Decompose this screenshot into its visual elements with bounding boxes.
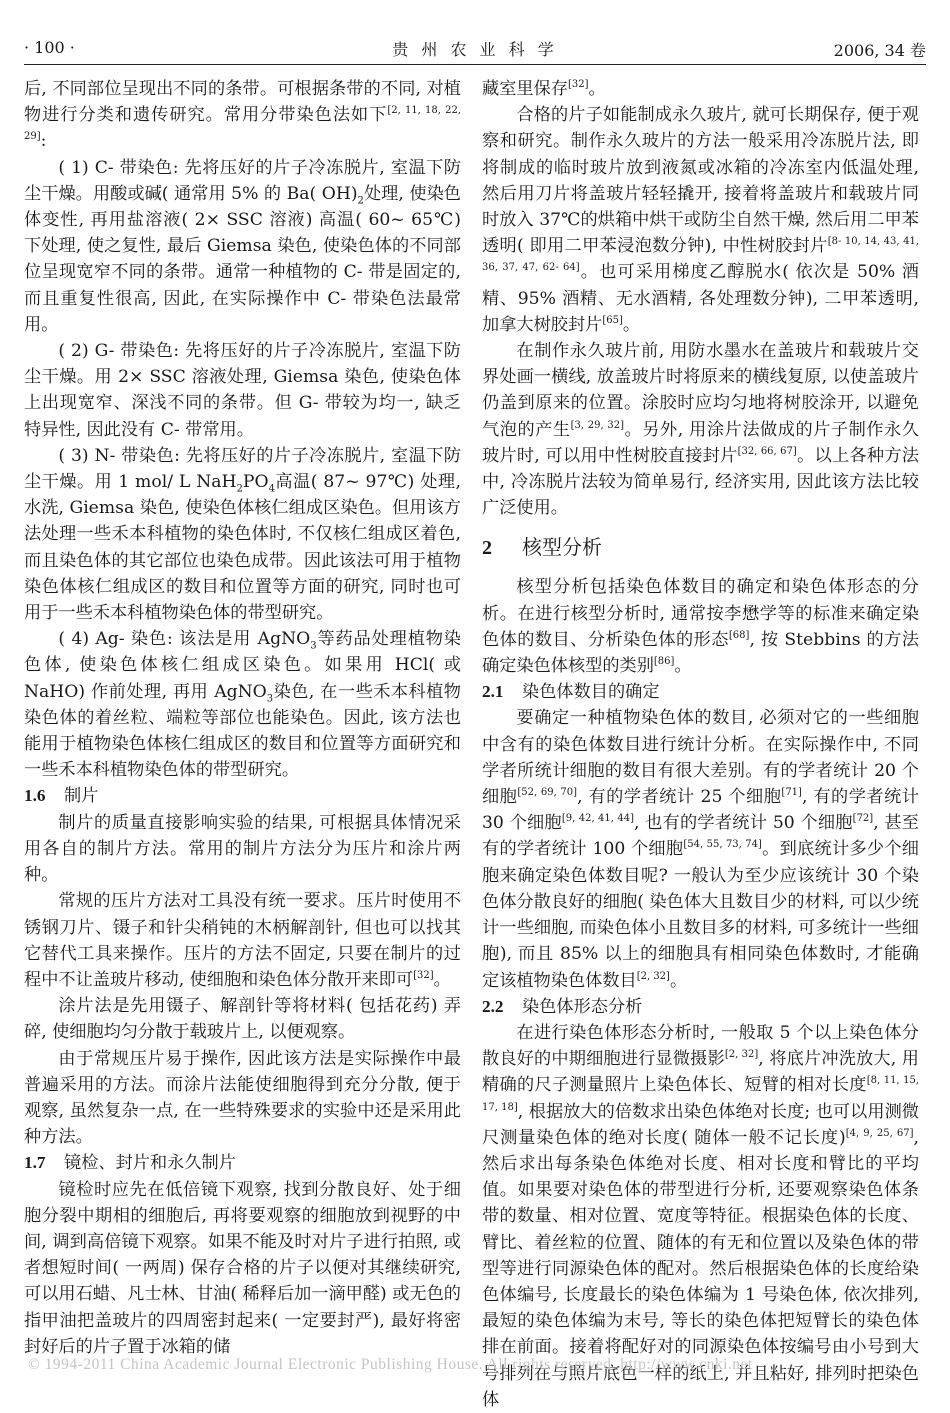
- section-heading-1-6: 1.6 制片: [24, 786, 99, 807]
- paragraph: 常规的压片方法对工具没有统一要求。压片时使用不锈钢刀片、镊子和针尖稍钝的木柄解剖针, 但也可以找其它替代工具来操作。压片的方法不固定, 只要在制片的过程中不让盖玻片移动, 使细胞和染色体分散开来即可[32]。: [24, 891, 461, 990]
- paragraph: 制片的质量直接影响实验的结果, 可根据具体情况采用各自的制片方法。常用的制片方法分为压片和涂片两种。: [24, 812, 461, 886]
- citation: [71]: [781, 787, 802, 799]
- year-volume: 2006, 34 卷: [833, 41, 926, 60]
- paragraph: ( 3) N- 带染色: 先将压好的片子冷冻脱片, 室温下防尘干燥。用 1 mol/ L $NaH_2PO_4$高温( 87~ 97℃) 处理, 水洗, Giemsa 染色, 使染色体核仁组成区染色。但用该方法处理一些禾本科植物的染色体时, 不仅核仁组成区着色, 而且染色体的其它部位也染色成带。因此该法可用于植物染色体核仁组成区的数目和位置等方面的研究, 同时也可用于一些禾本科植物染色体的带型研究。: [24, 445, 461, 624]
- citation: [32]: [413, 969, 434, 981]
- paragraph: 合格的片子如能制成永久玻片, 就可长期保存, 便于观察和研究。制作永久玻片的方法一般采用冷冻脱片法, 即将制成的临时玻片放到液氮或冰箱的冷冻室内低温处理, 然后用刀片将盖玻片轻轻撬开, 接着将盖玻片和载玻片同时放入 37℃的烘箱中烘干或防尘自然干燥, 然后用二甲苯透明( 即用二甲苯浸泡数分钟), 中性树胶封片[8- 10, 14, 43, 41, 36, 37, 47, 62- 64]。也可采用梯度乙醇脱水( 依次是 50% 酒精、95% 酒精、无水酒精, 各处理数分钟), 二甲苯透明, 加拿大树胶封片[65]。: [482, 105, 919, 335]
- citation: [9, 42, 41, 44]: [561, 813, 634, 825]
- copyright-watermark: © 1994-2011 China Academic Journal Electronic Publishing House. All rights reserved. http://www.cnki.net: [28, 1356, 753, 1373]
- paragraph: ( 1) C- 带染色: 先将压好的片子冷冻脱片, 室温下防尘干燥。用酸或碱( 通常用 5% 的 Ba( $OH)_2$处理, 使染色体变性, 再用盐溶液( 2× SSC 溶液) 高温( 60~ 65℃) 下处理, 使之复性, 最后 Giemsa 染色, 使染色体的不同部位呈现宽窄不同的条带。通常一种植物的 C- 带是固定的, 而且重复性很高, 因此, 在实际操作中 C- 带染色法最常用。: [24, 157, 461, 335]
- citation: [2, 11, 18, 22, 29]: [24, 105, 461, 143]
- right-column: [482, 76, 919, 1413]
- journal-title: 贵 州 农 业 科 学: [392, 40, 558, 59]
- left-column: [24, 76, 461, 1360]
- citation: [86]: [653, 656, 675, 668]
- citation: [4, 9, 25, 67]: [845, 1127, 914, 1139]
- running-header: [24, 34, 926, 65]
- paragraph: 由于常规压片易于操作, 因此该方法是实际操作中最普遍采用的方法。而涂片法能使细胞得到充分分散, 便于观察, 虽然复杂一点, 在一些特殊要求的实验中还是采用此种方法。: [24, 1048, 461, 1148]
- section-heading-2: 2 核型分析: [482, 535, 602, 560]
- citation: [32]: [567, 79, 589, 90]
- paragraph: 要确定一种植物染色体的数目, 必须对它的一些细胞中含有的染色体数目进行统计分析。在实际操作中, 不同学者所统计细胞的数目有很大差别。有的学者统计 20 个细胞[52, 69, 70], 有的学者统计 25 个细胞[71], 有的学者统计 30 个细胞[9, 42, 41, 44], 也有的学者统计 50 个细胞[72], 甚至有的学者统计 100 个细胞[54, 55, 73, 74]。到底统计多少个细胞来确定染色体数目呢? 一般认为至少应该统计 30 个染色体分散良好的细胞( 染色体大且数目少的材料, 可以少统计一些细胞, 而染色体小且数目多的材料, 可多统计一些细胞), 而且 85% 以上的细胞具有相同染色体数时, 才能确定该植物染色体数目[2, 32]。: [482, 708, 919, 991]
- citation: [52, 69, 70]: [517, 787, 578, 799]
- paragraph: 在制作永久玻片前, 用防水墨水在盖玻片和载玻片交界处画一横线, 放盖玻片时将原来的横线复原, 以使盖玻片仍盖到原来的位置。涂胶时应均匀地将树胶涂开, 以避免气泡的产生[3, 29, 32]。另外, 用涂片法做成的片子制作永久玻片时, 可以用中性树胶直接封片[32, 66, 67]。以上各种方法中, 冷冻脱片法较为简单易行, 经济实用, 因此该方法比较广泛使用。: [482, 341, 919, 519]
- citation: [65]: [602, 314, 623, 326]
- section-heading-1-7: 1.7 镜检、封片和永久制片: [24, 1153, 236, 1174]
- citation: [2, 32]: [724, 1049, 759, 1061]
- citation: [3, 29, 32]: [570, 419, 625, 431]
- citation: [72]: [852, 813, 874, 825]
- paragraph: 涂片法是先用镊子、解剖针等将材料( 包括花药) 弄碎, 使细胞均匀分散于载玻片上, 以便观察。: [24, 996, 461, 1043]
- paragraph: 在进行染色体形态分析时, 一般取 5 个以上染色体分散良好的中期细胞进行显微摄影[2, 32], 将底片冲洗放大, 用精确的尺子测量照片上染色体长、短臂的相对长度[8, 11, 15, 17, 18], 根据放大的倍数求出染色体绝对长度; 也可以用测微尺测量染色体的绝对长度( 随体一般不记长度)[4, 9, 25, 67], 然后求出每条染色体绝对长度、相对长度和臂比的平均值。如果要对染色体的带型进行分析, 还要观察染色体条带的数量、相对位置、宽度等特征。根据染色体的长度、臂比、着丝粒的位置、随体的有无和位置以及染色体的带型等进行同源染色体的配对。然后根据染色体的长度给染色体编号, 长度最长的染色体编为 1 号染色体, 依次排列, 最短的染色体编为末号, 等长的染色体把短臂长的染色体排在前面。接着将配好对的同源染色体按编号由小号到大号排列在与照片底色一样的纸上, 并且粘好, 排列时把染色体: [482, 1022, 919, 1410]
- page-number: · 100 ·: [24, 38, 75, 57]
- citation: [68]: [728, 629, 750, 641]
- paragraph: 核型分析包括染色体数目的确定和染色体形态的分析。在进行核型分析时, 通常按李懋学等的标准来确定染色体的数目、分析染色体的形态[68], 按 Stebbins 的方法确定染色体核型的类别[86]。: [482, 577, 919, 677]
- paragraph: ( 2) G- 带染色: 先将压好的片子冷冻脱片, 室温下防尘干燥。用 2× SSC 溶液处理, Giemsa 染色, 使染色体上出现宽窄、深浅不同的条带。但 G- 带较为均一, 缺乏特异性, 因此没有 C- 带常用。: [24, 341, 461, 440]
- citation: [8- 10, 14, 43, 41, 36, 37, 47, 62- 64]: [482, 236, 919, 274]
- paragraph: 后, 不同部位呈现出不同的条带。可根据条带的不同, 对植物进行分类和遗传研究。常用分带染色法如下[2, 11, 18, 22, 29]:: [24, 79, 461, 152]
- paragraph: 镜检时应先在低倍镜下观察, 找到分散良好、处于细胞分裂中期相的细胞后, 再将要观察的细胞放到视野的中间, 调到高倍镜下观察。如果不能及时对片子进行拍照, 或者想短时间( 一两周) 保存合格的片子以便对其继续研究, 可以用石蜡、凡士林、甘油( 稀释后加一滴甲醛) 或无色的指甲油把盖玻片的四周密封起来( 一定要封严), 最好将密封好后的片子置于冰箱的储: [24, 1179, 461, 1357]
- paragraph: ( 4) Ag- 染色: 该法是用 AgNO$_3$等药品处理植物染色体, 使染色体核仁组成区染色。如果用 HCl( 或 NaHO) 作前处理, 再用 AgNO$_3$染色, 在一些禾本科植物染色体的着丝粒、端粒等部位也能染色。因此, 该方法也能用于植物染色体核仁组成区的数目和位置等方面研究和一些禾本科植物染色体的带型研究。: [24, 629, 461, 781]
- section-heading-2-2: 2.2 染色体形态分析: [482, 996, 643, 1017]
- citation: [8, 11, 15, 17, 18]: [482, 1075, 919, 1113]
- citation: [32, 66, 67]: [737, 445, 797, 457]
- citation: [2, 32]: [636, 970, 670, 982]
- paragraph: 藏室里保存[32]。: [482, 79, 606, 99]
- citation: [54, 55, 73, 74]: [683, 839, 762, 851]
- section-heading-2-1: 2.1 染色体数目的确定: [482, 682, 660, 703]
